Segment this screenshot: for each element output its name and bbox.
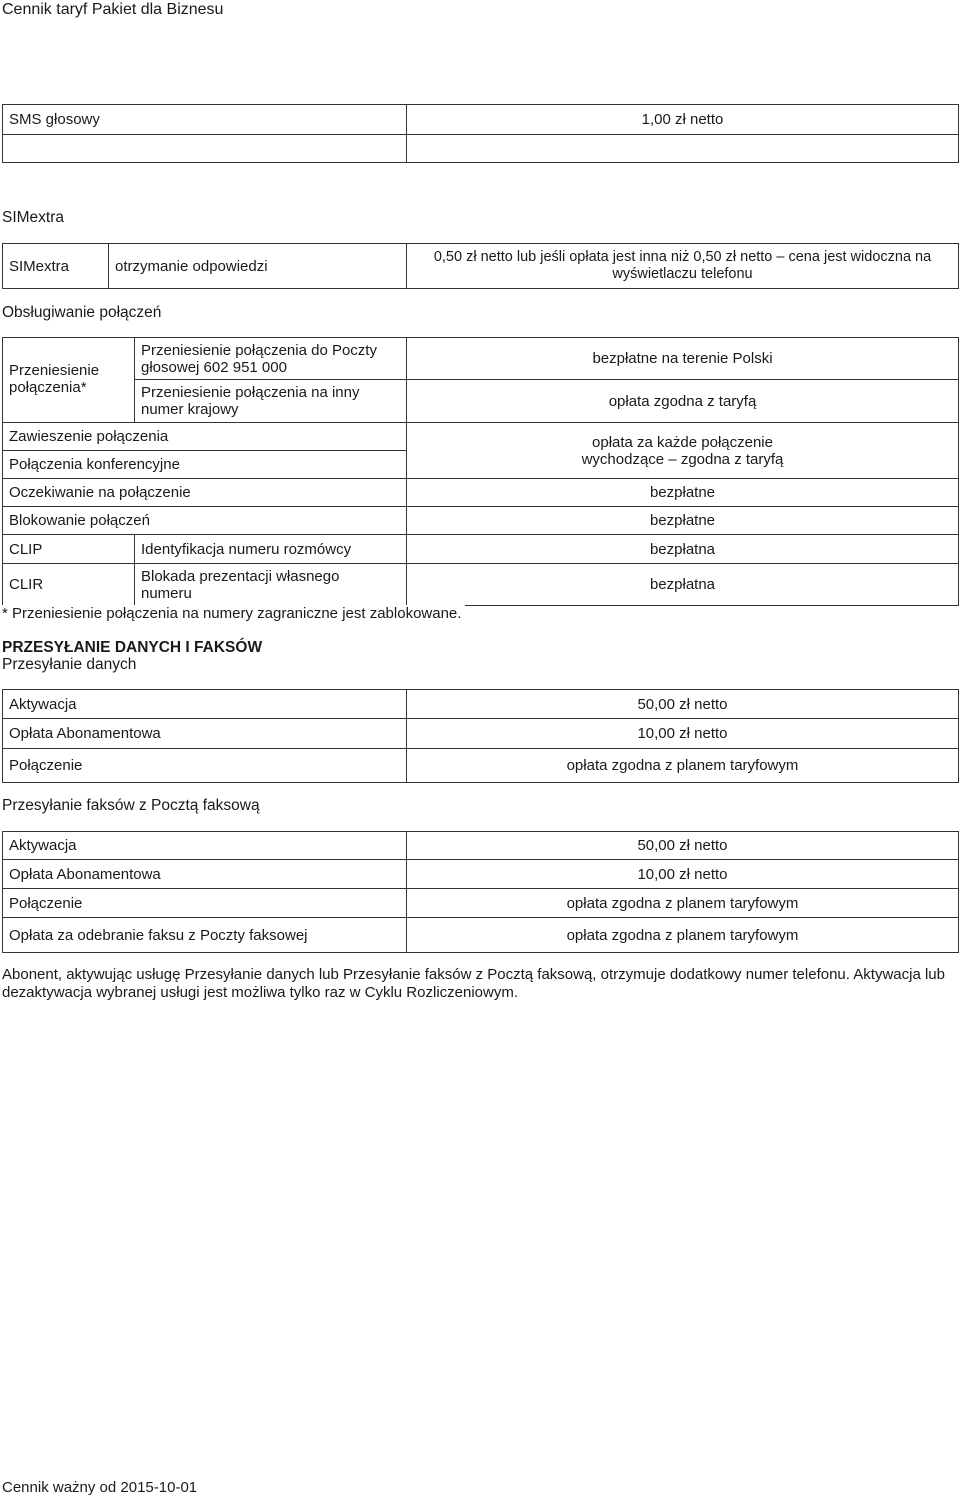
sms-label: SMS głosowy [3,105,407,135]
sms-table [2,104,959,163]
data-row-price: 10,00 zł netto [407,719,959,749]
data-row-price: opłata zgodna z planem taryfowym [407,749,959,783]
hold-conf-price: opłata za każde połączenie wychodzące – zgodna z taryfą [407,423,959,479]
waiting-label: Oczekiwanie na połączenie [3,479,407,507]
simextra-heading: SIMextra [2,209,65,226]
clip-price: bezpłatna [407,535,959,564]
forwarding-table [2,337,959,606]
data-fax-note: Abonent, aktywując usługę Przesyłanie danych lub Przesyłanie faksów z Pocztą faksową, otrzymuje dodatkowy numer telefonu. Aktywacja lub dezaktywacja wybranej usługi jest możliwa tylko raz w Cyklu Rozliczeniowym. [2,966,945,1001]
document-title: Cennik taryf Pakiet dla Biznesu [2,1,224,18]
forwarding-footnote: * Przeniesienie połączenia na numery zagraniczne jest zablokowane. [2,605,465,622]
fax-row-price: opłata zgodna z planem taryfowym [407,889,959,918]
empty-row [3,135,959,163]
fax-row-price: 50,00 zł netto [407,832,959,860]
clir-desc: Blokada prezentacji własnego numeru [135,564,407,606]
simextra-price: 0,50 zł netto lub jeśli opłata jest inna niż 0,50 zł netto – cena jest widoczna na wyświetlaczu telefonu [407,244,959,289]
fax-row-price: opłata zgodna z planem taryfowym [407,918,959,953]
data-fax-heading: PRZESYŁANIE DANYCH I FAKSÓW [2,639,263,656]
fax-row-label: Opłata za odebranie faksu z Poczty faksowej [3,918,407,953]
forward-voicemail: Przeniesienie połączenia do Poczty głosowej 602 951 000 [135,338,407,380]
simextra-table [2,243,959,289]
validity-footer: Cennik ważny od 2015-10-01 [2,1479,198,1496]
forwarding-label: Przeniesienie połączenia* [3,338,135,423]
fax-row-label: Połączenie [3,889,407,918]
forward-voicemail-price: bezpłatne na terenie Polski [407,338,959,380]
clir-price: bezpłatna [407,564,959,606]
data-table [2,689,959,783]
data-row-label: Opłata Abonamentowa [3,719,407,749]
fax-row-label: Aktywacja [3,832,407,860]
sms-price: 1,00 zł netto [407,105,959,135]
forward-other: Przeniesienie połączenia na inny numer krajowy [135,380,407,423]
blocking-price: bezpłatne [407,507,959,535]
call-handling-heading: Obsługiwanie połączeń [2,304,162,321]
waiting-price: bezpłatne [407,479,959,507]
data-row-label: Połączenie [3,749,407,783]
fax-subheading: Przesyłanie faksów z Pocztą faksową [2,797,260,814]
fax-table [2,831,959,953]
simextra-name: SIMextra [3,244,109,289]
hold-label: Zawieszenie połączenia [3,423,407,451]
data-row-label: Aktywacja [3,690,407,719]
fax-row-price: 10,00 zł netto [407,860,959,889]
conference-label: Połączenia konferencyjne [3,451,407,479]
blocking-label: Blokowanie połączeń [3,507,407,535]
clip-desc: Identyfikacja numeru rozmówcy [135,535,407,564]
clip-label: CLIP [3,535,135,564]
data-row-price: 50,00 zł netto [407,690,959,719]
fax-row-label: Opłata Abonamentowa [3,860,407,889]
forward-other-price: opłata zgodna z taryfą [407,380,959,423]
data-subheading: Przesyłanie danych [2,656,137,673]
simextra-service: otrzymanie odpowiedzi [109,244,407,289]
clir-label: CLIR [3,564,135,606]
